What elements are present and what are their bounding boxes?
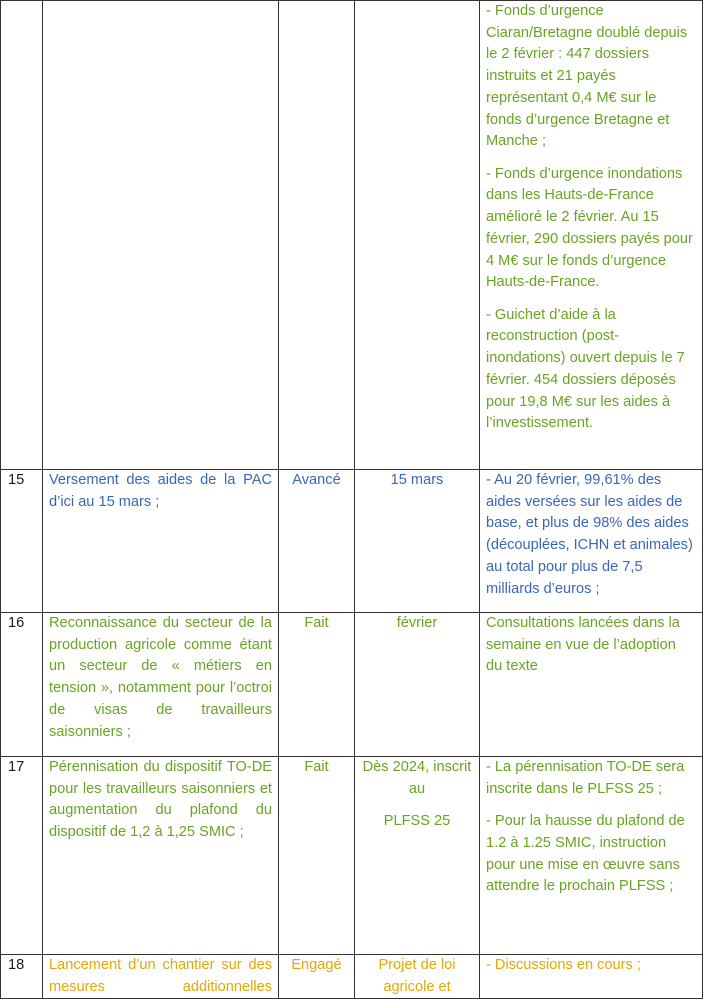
row-number: 16 [1, 613, 43, 757]
deadline-cell [355, 757, 480, 955]
comment-paragraph: - Guichet d’aide à la reconstruction (post-inondations) ouvert depuis le 7 février. 454 dossiers déposés pour 19,8 M€ sur les aides à l’investissement. [486, 306, 685, 432]
deadline-cell [355, 1, 480, 470]
state-cell: Avancé [279, 470, 355, 613]
measure-cell: Reconnaissance du secteur de la production agricole comme étant un secteur de « métiers en tension », notamment pour l’octroi de visas de travailleurs saisonniers ; [43, 613, 279, 757]
measure-cell [43, 955, 279, 999]
comment-cell [480, 757, 703, 955]
comment-cell [480, 955, 703, 999]
state-cell: Engagé [279, 955, 355, 999]
comment-paragraph: - Discussions en cours ; [486, 957, 641, 973]
state-cell: Fait [279, 757, 355, 955]
comment-paragraph: - Pour la hausse du plafond de 1.2 à 1.25 SMIC, instruction pour une mise en œuvre sans attendre le prochain PLFSS ; [486, 813, 685, 895]
comment-cell [480, 470, 703, 613]
deadline-text: Projet de loi agricole et [378, 957, 456, 995]
state-cell [279, 1, 355, 470]
deadline-cell [355, 613, 480, 757]
deadline-cell [355, 470, 480, 613]
comment-paragraph: - La pérennisation TO-DE sera inscrite dans le PLFSS 25 ; [486, 759, 685, 797]
table-row [1, 470, 703, 613]
measure-cell [43, 1, 279, 470]
comment-paragraph: - Fonds d’urgence Ciaran/Bretagne doublé depuis le 2 février : 447 dossiers instruits et 21 payés représentant 0,4 M€ sur le fonds d’urgence Bretagne et Manche ; [486, 3, 688, 150]
row-number: 17 [1, 757, 43, 955]
measure-cell: Versement des aides de la PAC d’ici au 15 mars ; [43, 470, 279, 613]
row-number: 15 [1, 470, 43, 613]
deadline-cell [355, 955, 480, 999]
measure-text: Lancement d’un chantier sur des mesures additionnelles [49, 957, 272, 995]
comment-cell [480, 613, 703, 757]
row-number [1, 1, 43, 470]
comment-paragraph: - Au 20 février, 99,61% des aides versées sur les aides de base, et plus de 98% des aides (découplées, ICHN et animales) au total pour plus de 7,5 milliards d’euros ; [486, 472, 693, 597]
row-number: 18 [1, 955, 43, 999]
table-row [1, 613, 703, 757]
deadline-text: février [396, 615, 438, 631]
table-row [1, 757, 703, 955]
deadline-text: 15 mars [390, 472, 444, 488]
state-cell: Fait [279, 613, 355, 757]
comment-cell [480, 1, 703, 470]
comment-paragraph: Consultations lancées dans la semaine en vue de l’adoption du texte [486, 615, 680, 675]
table-row [1, 955, 703, 999]
comment-paragraph: - Fonds d’urgence inondations dans les Hauts-de-France amélioré le 2 février. Au 15 février, 290 dossiers payés pour 4 M€ sur le fonds d’urgence Hauts-de-France. [486, 165, 693, 291]
deadline-text: PLFSS 25 [383, 813, 451, 830]
deadline-text: Dès 2024, inscrit au [362, 759, 472, 797]
measure-cell: Pérennisation du dispositif TO-DE pour les travailleurs saisonniers et augmentation du plafond du dispositif de 1,2 à 1,25 SMIC ; [43, 757, 279, 955]
table-row [1, 1, 703, 470]
